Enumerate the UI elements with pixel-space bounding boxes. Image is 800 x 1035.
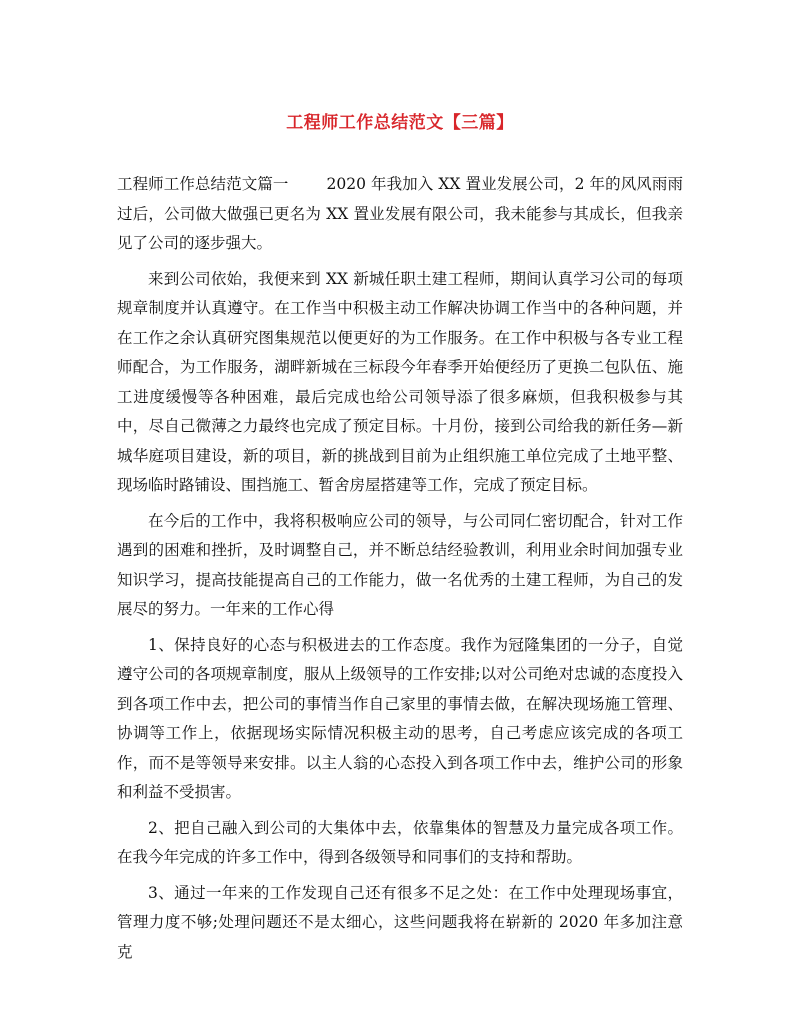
document-title: 工程师工作总结范文【三篇】 — [286, 113, 514, 133]
paragraph-4: 2、把自己融入到公司的大集体中去，依靠集体的智慧及力量完成各项工作。在我今年完成的许多工作中，得到各级领导和同事们的支持和帮助。 — [117, 818, 683, 866]
paragraph-intro-text: 2020 年我加入 XX 置业发展公司，2 年的风风雨雨过后，公司做大做强已更名为 XX 置业发展有限公司，我未能参与其成长，但我亲见了公司的逐步强大。 — [117, 175, 683, 252]
document-body — [117, 170, 683, 973]
paragraph-2: 在今后的工作中，我将积极响应公司的领导，与公司同仁密切配合，针对工作遇到的困难和挫折，及时调整自己，并不断总结经验教训，利用业余时间加强专业知识学习，提高技能提高自己的工作能力，做一名优秀的土建工程师，为自己的发展尽的努力。一年来的工作心得 — [117, 511, 683, 618]
section-heading: 工程师工作总结范文篇一 — [117, 175, 289, 193]
paragraph-1: 来到公司依始，我便来到 XX 新城任职土建工程师，期间认真学习公司的每项规章制度并认真遵守。在工作当中积极主动工作解决协调工作当中的各种问题，并在工作之余认真研究图集规范以便更好的为工作服务。在工作中积极与各专业工程师配合，为工作服务，湖畔新城在三标段今年春季开始便经历了更换二包队伍、施工进度缓慢等各种困难，最后完成也给公司领导添了很多麻烦，但我积极参与其中，尽自己微薄之力最终也完成了预定目标。十月份，接到公司给我的新任务—新城华庭项目建设，新的项目，新的挑战到目前为止组织施工单位完成了土地平整、现场临时路铺设、围挡施工、暂舍房屋搭建等工作，完成了预定目标。 — [117, 269, 683, 494]
paragraph-3: 1、保持良好的心态与积极进去的工作态度。我作为冠隆集团的一分子，自觉遵守公司的各项规章制度，服从上级领导的工作安排;以对公司绝对忠诚的态度投入到各项工作中去，把公司的事情当作自己家里的事情去做，在解决现场施工管理、协调等工作上，依据现场实际情况积极主动的思考，自己考虑应该完成的各项工作，而不是等领导来安排。以主人翁的心态投入到各项工作中去，维护公司的形象和利益不受损害。 — [117, 635, 683, 801]
paragraph-5: 3、通过一年来的工作发现自己还有很多不足之处：在工作中处理现场事宜，管理力度不够;处理问题还不是太细心，这些问题我将在崭新的 2020 年多加注意克 — [117, 883, 683, 961]
paragraph-intro — [117, 170, 683, 259]
